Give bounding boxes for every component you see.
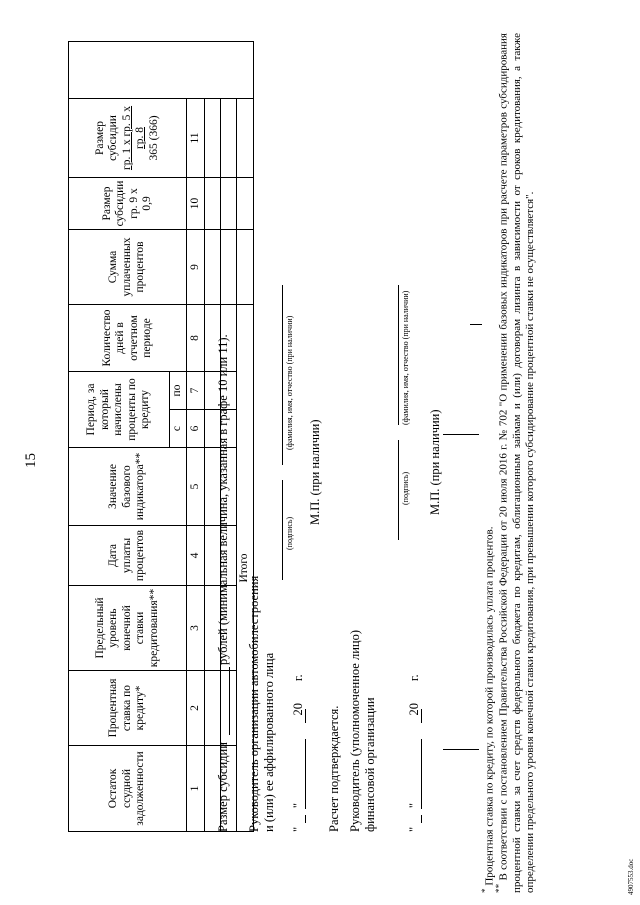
footnote-1: * Процентная ставка по кредиту, по которой производилась уплата процентов. [480, 526, 496, 893]
manager-auto-line1: Руководитель организации автомобилестроения [247, 575, 261, 832]
header-period: Период, за который начислены проценты по кредиту [69, 371, 170, 447]
col-number-5: 5 [187, 448, 205, 526]
col-number-9: 9 [187, 229, 205, 304]
col-number-3: 3 [187, 586, 205, 671]
name-line-2 [398, 285, 399, 425]
col-number-11: 11 [187, 98, 205, 177]
header-loan-balance: Остаток ссудной задолженности [69, 746, 187, 832]
name-caption-2: (фамилия, имя, отчество (при наличии) [401, 290, 410, 425]
stamp-label-1: М.П. (при наличии) [308, 419, 322, 525]
col-number-7: 7 [187, 371, 205, 409]
total-col9 [237, 229, 254, 304]
signature-line-1 [282, 480, 283, 580]
total-col10 [237, 177, 254, 229]
subsidy-label: Размер субсидии [216, 742, 230, 832]
total-label: Итого [237, 304, 254, 831]
header-payment-date: Дата уплаты процентов [69, 526, 187, 586]
header-interest-rate: Процентная ставка по кредиту* [69, 671, 187, 746]
signature-caption-2: (подпись) [401, 471, 410, 505]
col-number-1: 1 [187, 746, 205, 832]
signature-caption-1: (подпись) [285, 516, 294, 550]
header-days: Количество дней в отчетном периоде [69, 304, 187, 371]
page-number: 15 [23, 453, 39, 468]
header-base-indicator: Значение базового индикатора** [69, 448, 187, 526]
header-subsidy-09: Размер субсидии гр. 9 х 0,9 [69, 177, 187, 229]
header-period-from: с [170, 410, 187, 448]
manager-auto-line2: и (или) ее аффилированного лица [262, 652, 276, 832]
footnote-separator [443, 749, 479, 750]
manager-fin-line2: финансовой организации [363, 697, 377, 832]
col-number-10: 10 [187, 177, 205, 229]
file-id: 4907553.doc [627, 858, 635, 895]
col-number-4: 4 [187, 526, 205, 586]
stamp-label-2: М.П. (при наличии) [428, 409, 442, 515]
col-number-6: 6 [187, 410, 205, 448]
date-line-1: " " 20 г. [291, 674, 305, 832]
confirm-text: Расчет подтверждается. [327, 705, 341, 832]
col-number-8: 8 [187, 304, 205, 371]
name-caption-1: (фамилия, имя, отчество (при наличии) [285, 315, 294, 450]
header-subsidy-formula-b: гр. 1 х гр. 5 х гр. 8 [120, 105, 147, 171]
footnote-2: ** В соответствии с постановлением Правительства Российской Федерации от 20 июля 2016 г. № 702 "О применении базовых индикаторов при расчете параметров субсидирования процентной ставки за счет средств федерального бюджета по кредитам, облигационным займам и (или) договорам лизинга в зависимости от сроков кредитования, а также определении предельного уровня конечной ставки кредитования, при превышении которого субсидирование процентной ставки не осуществляется". [494, 33, 536, 893]
date-line-2: " " 20 г. [407, 674, 421, 832]
subsidy-suffix: рублей (минимальная величина, указанная в графе 10 или 11). [216, 334, 230, 665]
manager-fin-line1: Руководитель (уполномоченное лицо) [348, 629, 362, 832]
name-line-1 [282, 285, 283, 465]
col-number-2: 2 [187, 671, 205, 746]
header-subsidy-formula [69, 98, 187, 177]
header-subsidy-formula-c: 365 (366) [147, 115, 160, 161]
signature-line-2 [398, 440, 399, 540]
total-col11 [237, 98, 254, 177]
header-paid-interest: Сумма уплаченных процентов [69, 229, 187, 304]
header-subsidy-formula-a: Размер субсидии [93, 115, 120, 161]
header-period-to: по [170, 371, 187, 409]
subsidy-amount-line [229, 667, 230, 735]
header-rate-limit: Предельный уровень конечной ставки кредитования** [69, 586, 187, 671]
